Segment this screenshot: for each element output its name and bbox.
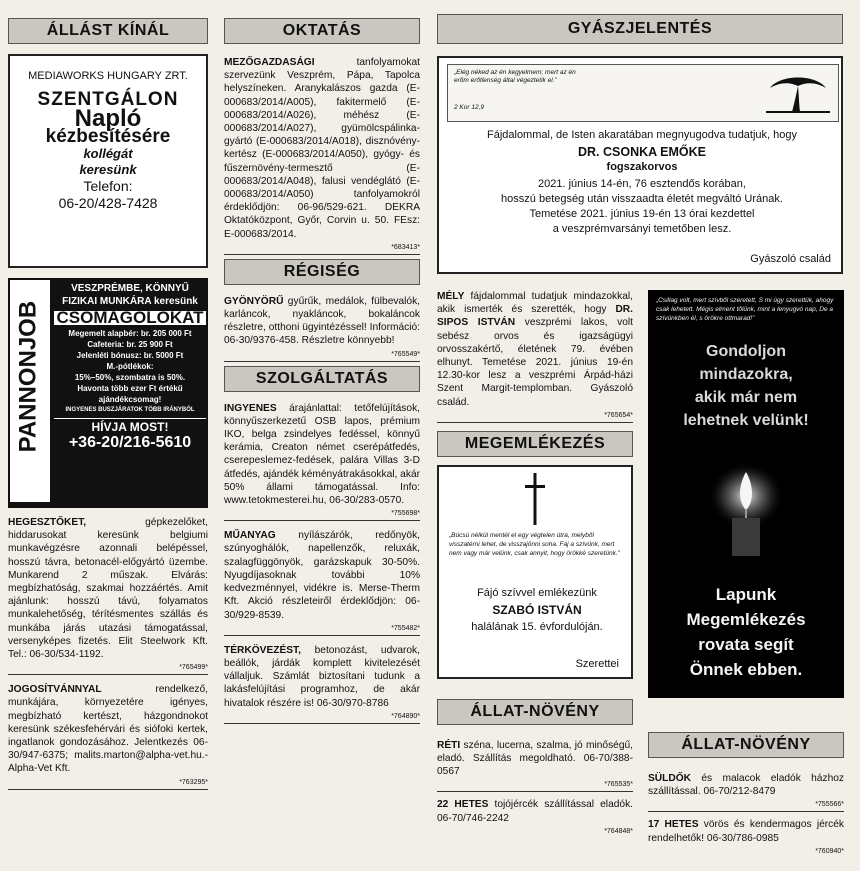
- task: kézbesítésére: [45, 125, 171, 147]
- divider: [224, 254, 420, 255]
- promo-line-3: akik már nem: [694, 389, 798, 406]
- ad-code: *755698*: [391, 510, 420, 518]
- ad-lead: TÉRKÖVEZÉST,: [224, 644, 301, 656]
- ad-text: tojójércék szállítással eladók. 06-70/746-2242: [437, 799, 633, 824]
- promo-bottom-3: rovata segít: [698, 635, 794, 654]
- line-1: 2021. június 14-én, 76 esztendős korában,: [538, 178, 746, 190]
- ad-lead: HEGESZTŐKET,: [8, 517, 87, 528]
- obituary-sipos: [437, 290, 633, 423]
- line-2: hosszú betegség után visszaadta életét megváltó Urának.: [501, 193, 783, 205]
- benefit-6: Havonta több ezer Ft értékű: [77, 383, 183, 393]
- action: keresünk: [79, 162, 137, 178]
- section-header-szolgaltatas: SZOLGÁLTATÁS: [224, 366, 420, 392]
- intro-text: Fájdalommal, de Isten akaratában megnyugodva tudatjuk, hogy: [486, 129, 798, 141]
- ad-lead: MEZŐGAZDASÁGI: [224, 57, 315, 68]
- phone: +36-20/216-5610: [68, 433, 192, 451]
- column-4: [648, 290, 844, 856]
- classified-jogositvany: [8, 683, 208, 789]
- promo-megemlekezes: [648, 290, 844, 698]
- benefit-2: Cafeteria: br. 25 900 Ft: [87, 339, 173, 349]
- ad-lead: 22 HETES: [437, 799, 489, 811]
- classified-22-hetes: [437, 798, 633, 835]
- ad-text-1: fájdalommal tudatjuk mindazokkal, akik ismerték és szerették, hogy: [437, 291, 633, 316]
- ad-code: *764890*: [391, 712, 420, 720]
- classified-regiseg: [224, 295, 420, 362]
- company-name: MEDIAWORKS HUNGARY ZRT.: [28, 70, 188, 82]
- divider: [648, 811, 844, 812]
- memorial-signature: Szerettei: [575, 657, 619, 670]
- ad-code: *765535*: [604, 781, 633, 789]
- promo-line-2: mindazokra,: [699, 366, 793, 383]
- ad-code: *755482*: [391, 624, 420, 632]
- section-header-allast-kinal: ÁLLÁST KÍNÁL: [8, 18, 208, 44]
- memorial-szabo: [437, 465, 633, 679]
- classified-hegeszto: [8, 516, 208, 675]
- ad-lead: RÉTI: [437, 739, 461, 751]
- job-title: CSOMAGOLÓKAT: [54, 311, 206, 324]
- obituary-csonka: [437, 56, 843, 274]
- section-header-regiseg: RÉGISÉG: [224, 259, 420, 285]
- benefit-3: Jelenléti bónusz: br. 5000 Ft: [76, 350, 184, 360]
- line-3: Temetése 2021. június 19-én 13 órai kezdettel: [529, 208, 755, 220]
- classified-ingyenes: [224, 402, 420, 522]
- divider: [437, 422, 633, 423]
- cross-icon: [525, 473, 545, 525]
- ad-code: *765549*: [391, 350, 420, 358]
- signature: Gyászoló család: [750, 252, 831, 265]
- quote-text: „Elég néked az én kegyelmem; mert az én erőm erőtlenség által végeztetik el.”: [454, 69, 576, 84]
- ad-lead: JOGOSÍTVÁNNYAL: [8, 684, 102, 696]
- section-header-gyaszjelentes: GYÁSZJELENTÉS: [437, 14, 843, 44]
- phone: 06-20/428-7428: [58, 195, 158, 212]
- deceased-role: fogszakorvos: [606, 161, 678, 173]
- mediaworks-ad: [8, 54, 208, 268]
- who: kollégát: [83, 145, 133, 161]
- divider: [224, 723, 420, 724]
- ad-code: *755566*: [815, 801, 844, 809]
- phone-label: Telefon:: [83, 178, 133, 195]
- benefit-1: Megemelt alapbér: br. 205 000 Ft: [68, 328, 192, 338]
- classified-reti: [437, 739, 633, 793]
- promo-quote: „Csillag volt, mert szívből szeretett, S mi úgy szerettük, ahogy csak lehetett. Mégis elment tőlünk, mint a lenyugvó nap, De a szívünkben él, s örökre ottmarad!”: [656, 297, 834, 322]
- benefit-8: INGYENES BUSZJÁRATOK TÖBB IRÁNYBÓL: [65, 406, 195, 413]
- promo-line-1: Gondoljon: [706, 343, 786, 360]
- ad-code: *760940*: [815, 847, 844, 855]
- promo-line-4: lehetnek velünk!: [683, 412, 809, 429]
- ad-text: rendelkező, munkájára, környezetére igényes, megbízható kertészt, házgondnokot keresünk székesfehérvári és siófoki kertek, ingatlanok gondozásához. Jelentkezés 06-30/947-6375; malits.marton@alpha-vet.hu.- Alpha-Vet Kft.: [8, 684, 208, 775]
- section-header-megemlekezes: MEGEMLÉKEZÉS: [437, 431, 633, 457]
- ad-lead: GYÖNYÖRŰ: [224, 295, 284, 307]
- ad-code: *765654*: [604, 411, 633, 419]
- ad-code: *763295*: [179, 778, 208, 786]
- memorial-name: SZABÓ ISTVÁN: [492, 602, 582, 617]
- ad-lead: MÉLY: [437, 291, 465, 302]
- quote-box: [447, 64, 839, 122]
- pannonjob-side-band: [10, 280, 84, 502]
- intro-1: VESZPRÉMBE, KÖNNYŰ: [71, 283, 189, 294]
- classified-17-hetes: [648, 818, 844, 855]
- ad-code: *764848*: [604, 827, 633, 835]
- candle-icon: [706, 458, 786, 558]
- classified-oktatas: [224, 56, 420, 255]
- divider: [8, 789, 208, 790]
- ad-text: vörös és kendermagos jércék rendelhetők! 06-30/786-0985: [648, 819, 844, 844]
- column-1: [8, 18, 208, 794]
- call-label: HÍVJA MOST!: [54, 418, 206, 434]
- pannonjob-ad: [8, 278, 208, 508]
- ad-text: tanfolyamokat szervezünk Veszprém, Pápa, Tapolca helyszíneken. Aranykalászos gazda (E-000683/2014/A005), fakitermelő (E-000683/2014/A026), méhész (E-000683/2014/A027), gyümölcspálinka-gyártó (E-000683/2014/A018), disznóvény-kertész (E-000683/2014/A050), gyógy- és fűszernövény-termesztő (E-000683/2014/A048), falusi vendéglátó (E-000683/2014/A050) tanfolyamokról érdeklődjön: 06-96/529-621. DEKRA Oktatóközpont, Győr, Corvin u. 50. FEsz: E-000683/2014.: [224, 57, 420, 240]
- deceased-name: DR. SIPOS ISTVÁN: [437, 304, 633, 329]
- ad-lead: SÜLDŐK: [648, 773, 692, 784]
- benefit-4: M.-pótlékok:: [106, 361, 154, 371]
- divider: [437, 791, 633, 792]
- intro-2: FIZIKAI MUNKÁRA keresünk: [62, 296, 198, 308]
- classified-muanyag: [224, 529, 420, 635]
- ad-code: *683413*: [391, 243, 420, 251]
- benefit-7: ajándékcsomag!: [98, 394, 162, 404]
- classified-suldok: [648, 772, 844, 812]
- ad-lead: INGYENES: [224, 402, 277, 414]
- paper-name: Napló: [74, 105, 142, 133]
- section-header-oktatas: OKTATÁS: [224, 18, 420, 44]
- memorial-line: halálának 15. évfordulóján.: [471, 620, 603, 633]
- line-4: a veszprémvarsányi temetőben lesz.: [552, 223, 732, 235]
- ad-text: betonozást, udvarok, beállók, járdák komplett kivitelezését vállaljuk. Számlát biztosítani tudunk a lakásfelújítási programhoz, de akár hivatalok részére is! 06-30/970-8786: [224, 644, 420, 709]
- column-2: [224, 18, 420, 728]
- gyaszjelentes-section: [437, 14, 843, 274]
- memorial-quote: „Búcsú nélkül mentél el egy végtelen útra, melyből visszatérni lehet, de visszajönni soha. Fáj a szívünk, mert nem vagy már velünk, csak annyit, hogy örökké szeretünk.”: [449, 531, 620, 557]
- ad-text: és malacok eladók házhoz szállítással. 06-70/212-8479: [648, 773, 844, 798]
- promo-bottom-4: Önnek ebben.: [689, 660, 803, 679]
- ad-text: széna, lucerna, szalma, jó minőségű, eladó. Szállítás megoldható. 06-70/388-0567: [437, 739, 633, 778]
- ad-lead: MŰANYAG: [224, 530, 276, 542]
- ad-text-2: veszprémi lakos, volt sebész orvos és igazságügyi orvosszakértő, életének 79. évében elhunyt. Temetése 2021. június 19-én 12.30-kor lesz a veszprémi Árpád-házi Szent Margit-templomban. Gyászoló család.: [437, 317, 633, 408]
- promo-bottom-1: Lapunk: [715, 585, 777, 604]
- section-header-allat-noveny: ÁLLAT-NÖVÉNY: [437, 699, 633, 725]
- divider: [8, 674, 208, 675]
- divider: [224, 361, 420, 362]
- section-header-allat-noveny-2: ÁLLAT-NÖVÉNY: [648, 732, 844, 758]
- ad-text: gyűrűk, medálok, fülbevalók, karláncok, nyakláncok, bokaláncok részletre, otthoni ügyintézéssel! Információ: 06-30/9376-458. Részletre könnyebb!: [224, 295, 420, 347]
- ad-text: nyílászárók, redőnyök, szúnyoghálók, napellenzők, reluxák, szalagfüggönyök, garázskapuk 30-50%. Nyugdíjasoknak további 10% kedvezménnyel, vidékre is. Merse-Therm Kft. Akció részleteiről érdeklődjön: 06-30/929-8539.: [224, 530, 420, 621]
- deceased-name: DR. CSONKA EMŐKE: [577, 145, 706, 159]
- quote-ref: 2 Kor 12,9: [454, 104, 484, 111]
- town: SZENTGÁLON: [37, 89, 179, 111]
- ad-lead: 17 HETES: [648, 819, 699, 831]
- ad-text: árajánlattal: tetőfelújítások, könnyűszerkezetű OSB lapos, prémium IKO, belga zsindelyes fedéssel, könnyű kerámia, Creaton német cserépátfedés, cserepeslemez-fedések, palára Villas 3-D átfedés, ajándék kéményátrakásokkal, akár 50% állami támogatással. Info: www.tetokmesterei.hu, 06-30/283-0570.: [224, 402, 420, 507]
- divider: [224, 520, 420, 521]
- benefit-5: 15%–50%, szombatra is 50%.: [74, 372, 186, 382]
- classified-terko: [224, 644, 420, 724]
- column-3: [437, 290, 633, 836]
- ad-text: gépkezelőket, hiddarusokat keresünk belgiumi munkavégzésre azonnali belépéssel, hosszú távra, betonacél-előgyártó üzembe. Munkarend 2 műszak. Elvárás: megbízhatóság, szakmai hozzáértés. Amit ajánlunk: hosszú távú, folyamatos munkalehetőség, térítésmentes szállás és munkába járás utazási támogatással, versenyképes fizetés. Elit Steelwork Kft. Tel.: 06-30/534-1192.: [8, 517, 208, 661]
- ad-code: *765499*: [179, 664, 208, 672]
- promo-bottom-2: Megemlékezés: [686, 610, 806, 629]
- brand-name: PANNONJOB: [14, 300, 42, 453]
- divider: [224, 635, 420, 636]
- tree-icon: [766, 70, 830, 114]
- memorial-intro: Fájó szívvel emlékezünk: [477, 586, 597, 599]
- license-note: Nyt. szám: 2013/003/ ... engedélyszám: [77, 331, 84, 418]
- pannonjob-content: [54, 282, 206, 449]
